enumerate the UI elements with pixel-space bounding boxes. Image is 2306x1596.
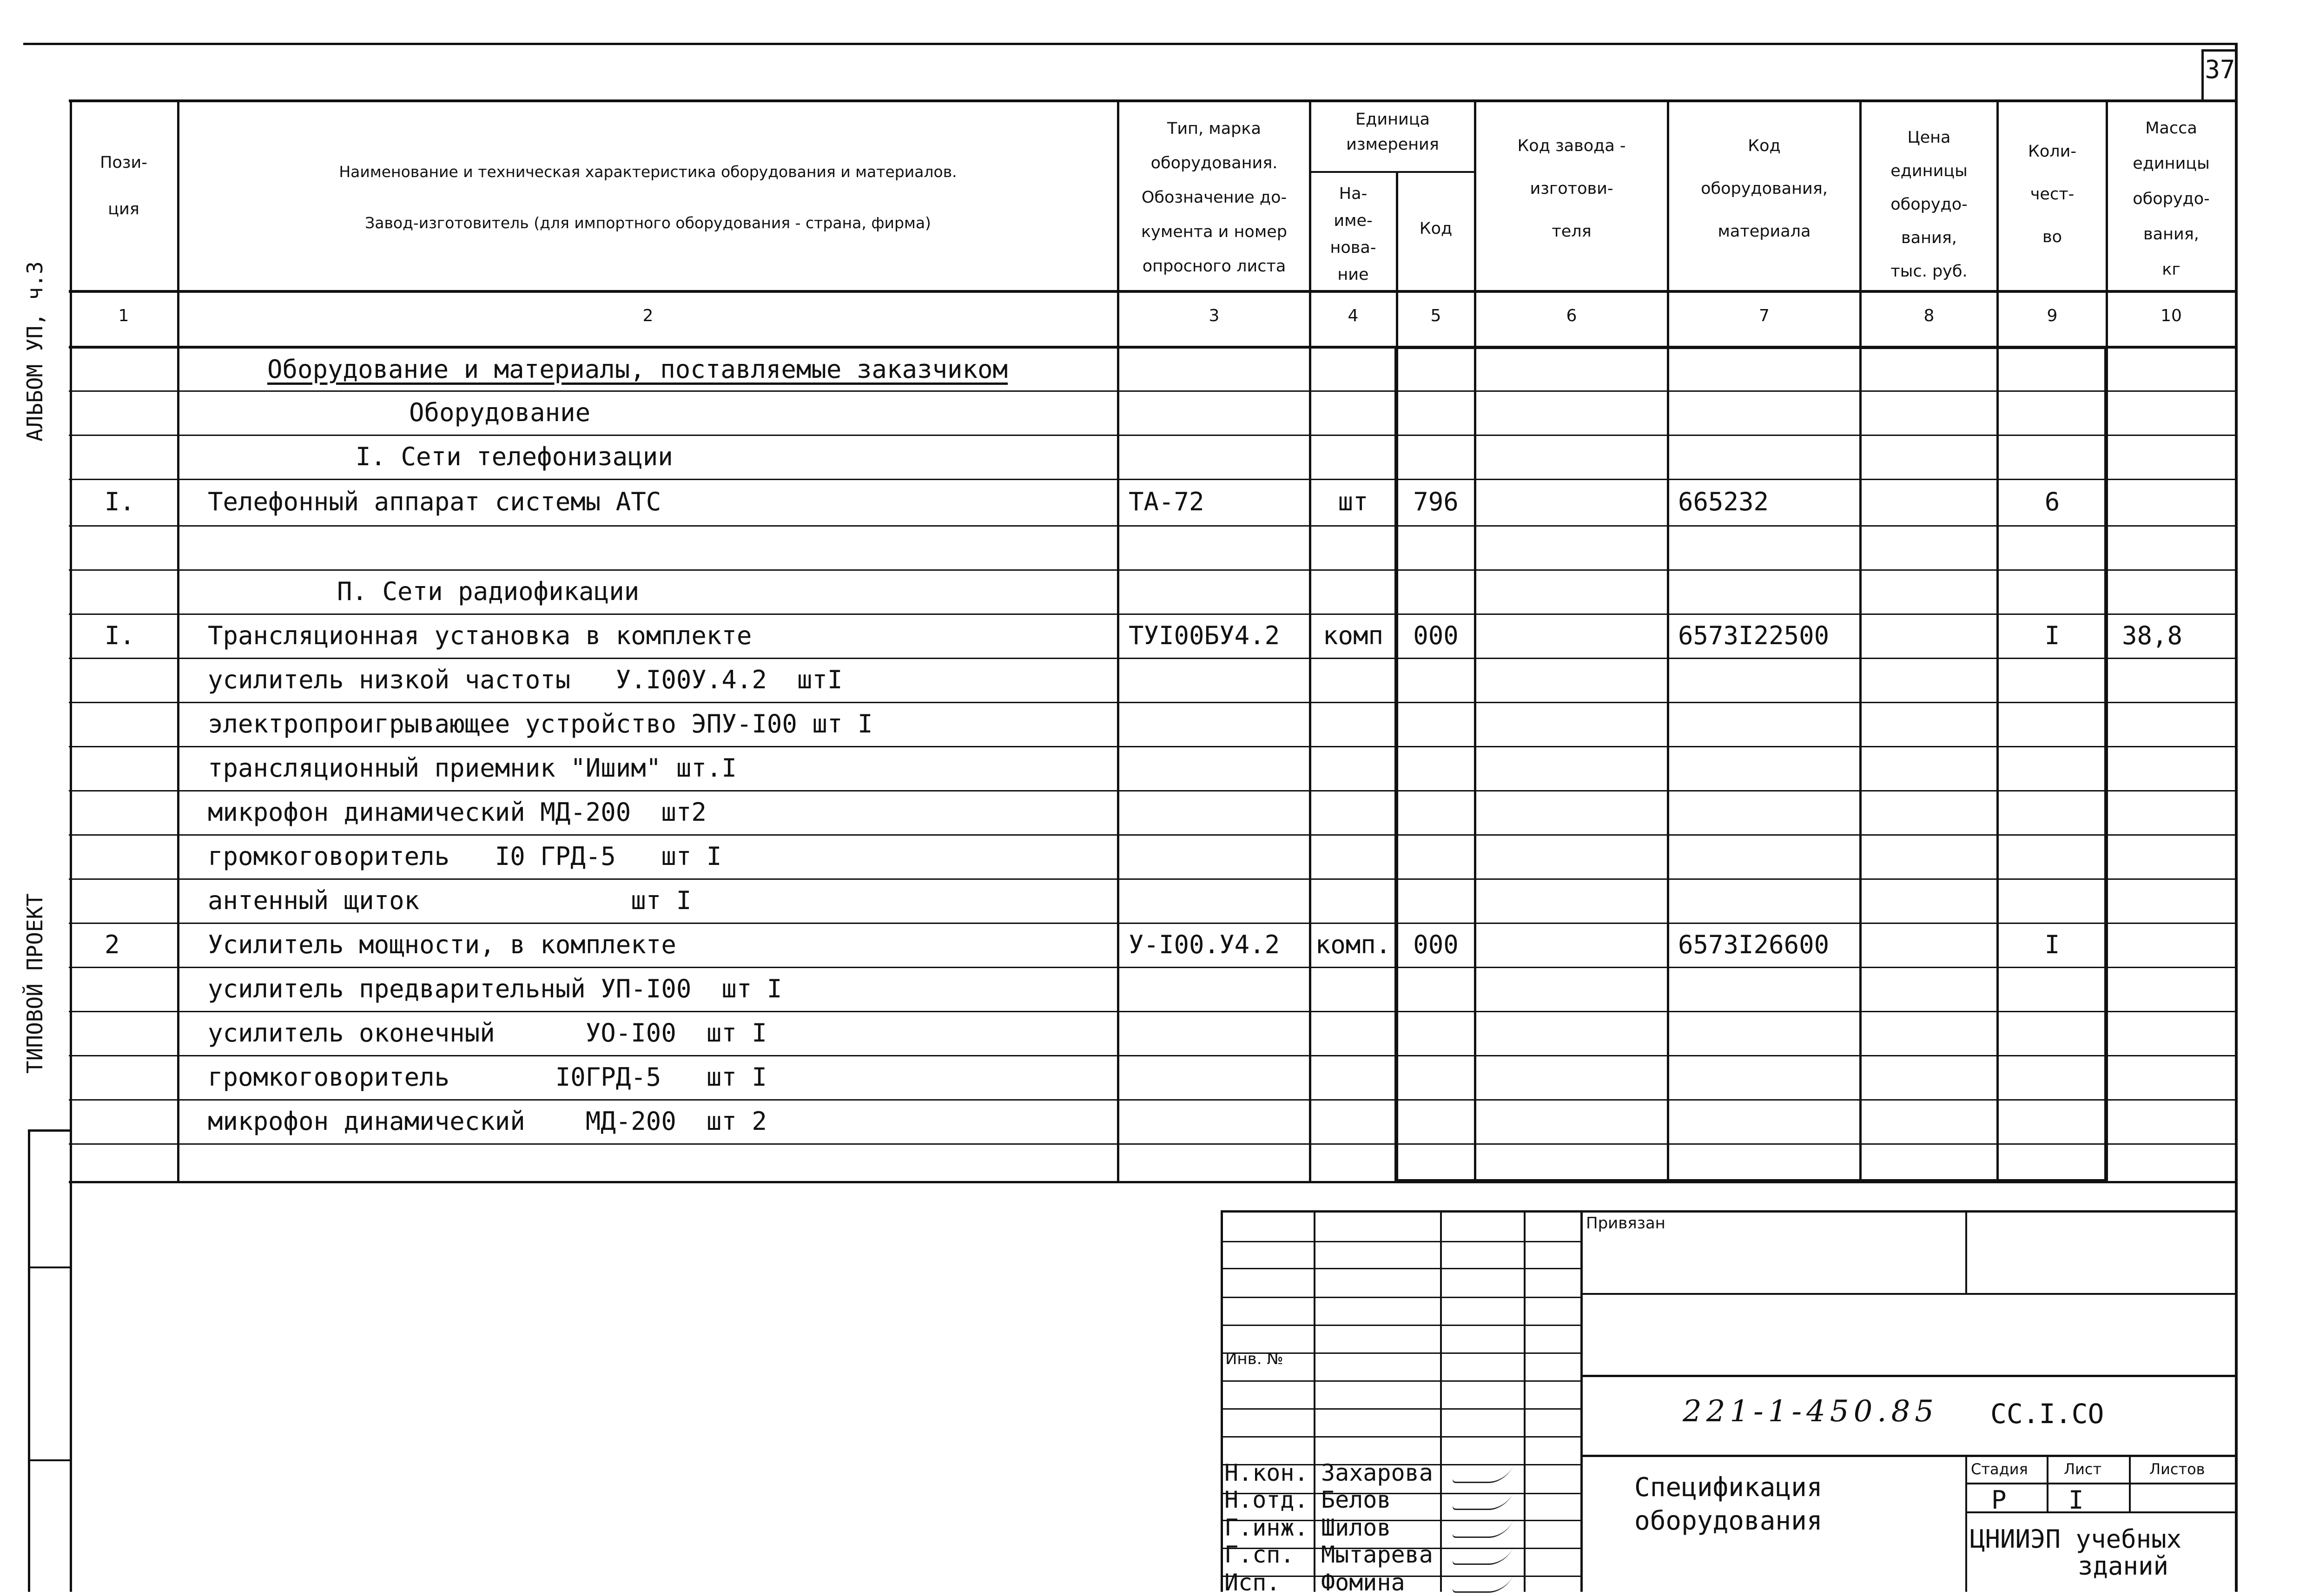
tb-line [2047,1455,2048,1511]
cell-equip-code [1678,658,1855,702]
header-bottom-line [69,290,2236,293]
cell-type [1129,658,1305,702]
cell-type [1129,1143,1305,1181]
tb-row-line [1221,1380,1581,1382]
cell-type [1129,1055,1305,1099]
tb-line [1221,1210,2236,1213]
item-name: микрофон динамический МД-200 шт 2 [208,1107,767,1136]
cell-type: ТА-72 [1129,487,1204,516]
item-name: электропроигрывающее устройство ЭПУ-I00 шт I [208,709,873,739]
cell-equip-code: 6573I22500 [1678,621,1830,650]
signer-role: Исп. [1224,1569,1281,1596]
cell-equip-code: 6573I26600 [1678,930,1830,959]
tb-line [1580,1293,2236,1295]
side-stamp-line [28,1459,71,1461]
cell-equip-code [1678,746,1855,790]
cell-equip-code [1678,834,1855,878]
doc-code: 221-1-450.85 [1683,1394,1939,1429]
cell-qty [1998,390,2107,435]
cell-unit [1310,1099,1396,1143]
tb-row-line [1221,1297,1581,1298]
side-stamp-line [28,1266,71,1268]
tb-line [1580,1455,2236,1457]
cell-pos [105,1143,174,1181]
header-unit-group: Единица измерения [1346,110,1439,154]
cell-pos [105,349,174,390]
bound-label: Привязан [1586,1214,1665,1233]
cell-equip-code [1678,878,1855,923]
cell-equip-code [1678,1055,1855,1099]
cell-code [1397,349,1474,390]
cell-pos [105,746,174,790]
stage-value: Р [1991,1485,2007,1515]
cell-factory [1487,702,1664,746]
tb-line [2129,1455,2131,1511]
cell-equip-code [1678,349,1855,390]
cell-qty: 6 [2044,487,2060,516]
signer-name: Шилов [1321,1514,1391,1541]
cell-equip-code [1678,1011,1855,1055]
cell-qty [1998,1099,2107,1143]
cell-factory [1487,834,1664,878]
table-top-line [69,99,2236,102]
cell-price [1864,569,1994,613]
cell-factory [1487,923,1664,967]
col-number-8: 8 [1923,306,1935,325]
cell-pos [105,435,174,479]
cell-code [1397,525,1474,569]
cell-price [1864,525,1994,569]
cell-price [1864,658,1994,702]
cell-factory [1487,1099,1664,1143]
cell-unit [1310,1143,1396,1181]
sheets-label: Листов [2149,1460,2205,1478]
cell-type: ТУI00БУ4.2 [1129,621,1280,650]
signature-scribble [1451,1463,1514,1483]
cell-equip-code [1678,390,1855,435]
item-name: I. Сети телефонизации [356,442,673,471]
cell-type: У-I00.У4.2 [1129,930,1280,959]
cell-mass [2122,1011,2233,1055]
cell-pos [105,1011,174,1055]
cell-qty [1998,435,2107,479]
project-label: ТИПОВОЙ ПРОЕКТ [22,893,47,1074]
cell-qty [1998,967,2107,1011]
header-col6: Код завода - изготови- теля [1517,137,1626,241]
cell-unit [1310,525,1396,569]
cell-unit [1310,967,1396,1011]
header-col8: Цена единицы оборудо- вания, тыс. руб. [1890,128,1968,281]
cell-mass [2122,1099,2233,1143]
signature-scribble [1451,1518,1514,1538]
cell-equip-code [1678,435,1855,479]
cell-price [1864,790,1994,834]
cell-type [1129,569,1305,613]
cell-unit: шт [1338,487,1368,516]
cell-equip-code [1678,702,1855,746]
cell-mass [2122,658,2233,702]
cell-mass [2122,525,2233,569]
header-col1: Пози- ция [100,153,147,218]
cell-price [1864,746,1994,790]
cell-qty [1998,834,2107,878]
cell-type [1129,435,1305,479]
cell-mass [2122,878,2233,923]
cell-type [1129,834,1305,878]
cell-unit [1310,1011,1396,1055]
col-line [177,99,179,1182]
tb-row-line [1221,1241,1581,1242]
header-col4: На- име- нова- ние [1330,185,1376,284]
col-number-3: 3 [1209,306,1220,325]
cell-mass: 38,8 [2122,621,2183,650]
cell-pos [105,790,174,834]
cell-pos [105,658,174,702]
cell-factory [1487,658,1664,702]
cell-price [1864,878,1994,923]
cell-unit [1310,746,1396,790]
header-col5: Код [1419,219,1453,238]
cell-type [1129,525,1305,569]
cell-mass [2122,746,2233,790]
cell-qty: I [2044,930,2060,959]
col-number-7: 7 [1759,306,1770,325]
cell-unit [1310,790,1396,834]
cell-pos [105,702,174,746]
cell-unit: комп [1322,621,1384,650]
cell-price [1864,1011,1994,1055]
side-stamp-line [28,1129,30,1592]
cell-code [1397,658,1474,702]
album-label: АЛЬБОМ УП, ч.3 [22,261,47,442]
cell-price [1864,923,1994,967]
cell-qty [1998,790,2107,834]
item-name: усилитель предварительный УП-I00 шт I [208,974,782,1003]
cell-factory [1487,349,1664,390]
cell-qty [1998,878,2107,923]
cell-equip-code [1678,1099,1855,1143]
cell-price [1864,435,1994,479]
cell-mass [2122,702,2233,746]
cell-factory [1487,746,1664,790]
cell-qty [1998,349,2107,390]
cell-mass [2122,479,2233,525]
cell-pos [105,525,174,569]
cell-qty: I [2044,621,2060,650]
cell-qty [1998,1143,2107,1181]
doc-title-line1: Спецификация [1634,1472,1823,1503]
cell-unit [1310,878,1396,923]
cell-mass [2122,569,2233,613]
cell-factory [1487,569,1664,613]
cell-mass [2122,790,2233,834]
item-name: трансляционный приемник "Ишим" шт.I [208,753,737,783]
section-title: Оборудование и материалы, поставляемые заказчиком [267,355,1008,384]
cell-price [1864,834,1994,878]
sheet-value: I [2068,1485,2084,1515]
cell-code [1397,1055,1474,1099]
cell-type [1129,390,1305,435]
item-name: антенный щиток шт I [208,886,692,915]
cell-equip-code [1678,790,1855,834]
cell-unit [1310,702,1396,746]
cell-type [1129,1011,1305,1055]
cell-price [1864,349,1994,390]
sheet-label: Лист [2064,1460,2102,1478]
cell-type [1129,1099,1305,1143]
cell-unit [1310,834,1396,878]
header-col2: Наименование и техническая характеристика оборудования и материалов. Завод-изготовитель (для импортного оборудования - страна, фирма) [339,163,957,232]
tb-line [1965,1483,2236,1484]
cell-mass [2122,923,2233,967]
tb-row-line [1221,1268,1581,1269]
cell-qty [1998,658,2107,702]
org-line1: ЦНИИЭП учебных [1970,1524,2182,1554]
cell-code: 796 [1413,487,1459,516]
cell-unit [1310,569,1396,613]
cell-price [1864,479,1994,525]
cell-code: 000 [1413,930,1459,959]
cell-price [1864,702,1994,746]
stage-label: Стадия [1971,1460,2028,1478]
inv-label: Инв. № [1225,1350,1283,1368]
cell-factory [1487,479,1664,525]
cell-factory [1487,878,1664,923]
cell-pos [105,390,174,435]
cell-qty [1998,1011,2107,1055]
col-number-4: 4 [1348,306,1359,325]
item-name: громкоговоритель I0ГРД-5 шт I [208,1062,767,1092]
cell-pos [105,967,174,1011]
cell-type [1129,349,1305,390]
tb-row-line [1221,1436,1581,1438]
cell-code [1397,790,1474,834]
cell-code [1397,967,1474,1011]
signer-role: Н.кон. [1224,1459,1308,1486]
cell-code [1397,878,1474,923]
header-col9: Коли- чест- во [2028,142,2076,246]
cell-pos [105,1055,174,1099]
cell-code [1397,746,1474,790]
cell-price [1864,1099,1994,1143]
cell-pos [105,569,174,613]
cell-qty [1998,702,2107,746]
cell-pos: I. [105,487,135,516]
cell-unit [1310,658,1396,702]
cell-mass [2122,967,2233,1011]
cell-pos: 2 [105,930,120,959]
cell-mass [2122,349,2233,390]
cell-factory [1487,390,1664,435]
cell-unit [1310,349,1396,390]
cell-price [1864,390,1994,435]
col-number-10: 10 [2161,306,2182,325]
signer-name: Захарова [1321,1459,1433,1486]
signature-scribble [1451,1545,1514,1565]
tb-row-line [1221,1325,1581,1326]
cell-code [1397,834,1474,878]
cell-type [1129,967,1305,1011]
item-name: Оборудование [409,398,591,427]
cell-mass [2122,390,2233,435]
signer-role: Г.сп. [1224,1541,1295,1568]
tb-line [1580,1375,2236,1377]
cell-qty [1998,569,2107,613]
cell-factory [1487,967,1664,1011]
item-name: усилитель оконечный УО-I00 шт I [208,1018,767,1048]
header-col10: Масса единицы оборудо- вания, кг [2133,119,2210,279]
item-name: микрофон динамический МД-200 шт2 [208,798,707,827]
org-line2: зданий [2078,1551,2169,1581]
item-name: громкоговоритель I0 ГРД-5 шт I [208,842,722,871]
cell-type [1129,790,1305,834]
cell-equip-code: 665232 [1678,487,1769,516]
item-name: Усилитель мощности, в комплекте [208,930,676,959]
cell-unit [1310,390,1396,435]
cell-mass [2122,435,2233,479]
cell-pos [105,878,174,923]
side-stamp-line [28,1129,71,1132]
header-col3: Тип, марка оборудования. Обозначение до- кумента и номер опросного листа [1141,119,1287,276]
cell-price [1864,1143,1994,1181]
item-name: Трансляционная установка в комплекте [208,621,752,650]
cell-pos: I. [105,621,135,650]
cell-type [1129,746,1305,790]
cell-code [1397,1143,1474,1181]
doc-title-line2: оборудования [1634,1506,1823,1536]
header-col7: Код оборудования, материала [1701,137,1828,241]
cell-pos [105,834,174,878]
doc-mark: СС.I.СО [1990,1398,2104,1430]
cell-unit [1310,1055,1396,1099]
cell-code [1397,1011,1474,1055]
cell-code [1397,390,1474,435]
cell-equip-code [1678,967,1855,1011]
col-number-1: 1 [118,306,129,325]
cell-qty [1998,1055,2107,1099]
cell-price [1864,613,1994,658]
cell-factory [1487,1011,1664,1055]
cell-code [1397,702,1474,746]
tb-line [1965,1210,1967,1294]
cell-factory [1487,1055,1664,1099]
cell-factory [1487,613,1664,658]
cell-unit [1310,435,1396,479]
unit-split-line [1309,171,1476,173]
tb-row-line [1221,1408,1581,1410]
signer-name: Мытарева [1321,1541,1433,1568]
cell-factory [1487,1143,1664,1181]
cell-equip-code [1678,1143,1855,1181]
signer-role: Н.отд. [1224,1486,1308,1513]
cell-code [1397,435,1474,479]
item-name: усилитель низкой частоты У.I00У.4.2 штI [208,665,843,694]
signer-role: Г.инж. [1224,1514,1308,1541]
cell-code [1397,1099,1474,1143]
signer-name: Белов [1321,1486,1391,1513]
signer-name: Фомина [1321,1569,1405,1596]
col-number-6: 6 [1566,306,1577,325]
signature-scribble [1451,1573,1514,1593]
page-number: 37 [2205,55,2235,84]
cell-equip-code [1678,525,1855,569]
col-number-5: 5 [1430,306,1441,325]
cell-mass [2122,1055,2233,1099]
col-number-2: 2 [642,306,654,325]
cell-factory [1487,435,1664,479]
cell-factory [1487,525,1664,569]
cell-type [1129,878,1305,923]
cell-factory [1487,790,1664,834]
tb-line [1965,1455,1967,1592]
col-number-9: 9 [2047,306,2058,325]
cell-code [1397,569,1474,613]
cell-code: 000 [1413,621,1459,650]
cell-price [1864,1055,1994,1099]
item-name: П. Сети радиофикации [337,577,640,606]
cell-unit: комп. [1315,930,1391,959]
top-frame-line [23,43,2236,45]
cell-equip-code [1678,569,1855,613]
cell-mass [2122,1143,2233,1181]
cell-type [1129,702,1305,746]
signature-scribble [1451,1490,1514,1510]
cell-price [1864,967,1994,1011]
cell-pos [105,1099,174,1143]
cell-qty [1998,525,2107,569]
cell-qty [1998,746,2107,790]
item-name: Телефонный аппарат системы АТС [208,487,661,516]
cell-mass [2122,834,2233,878]
